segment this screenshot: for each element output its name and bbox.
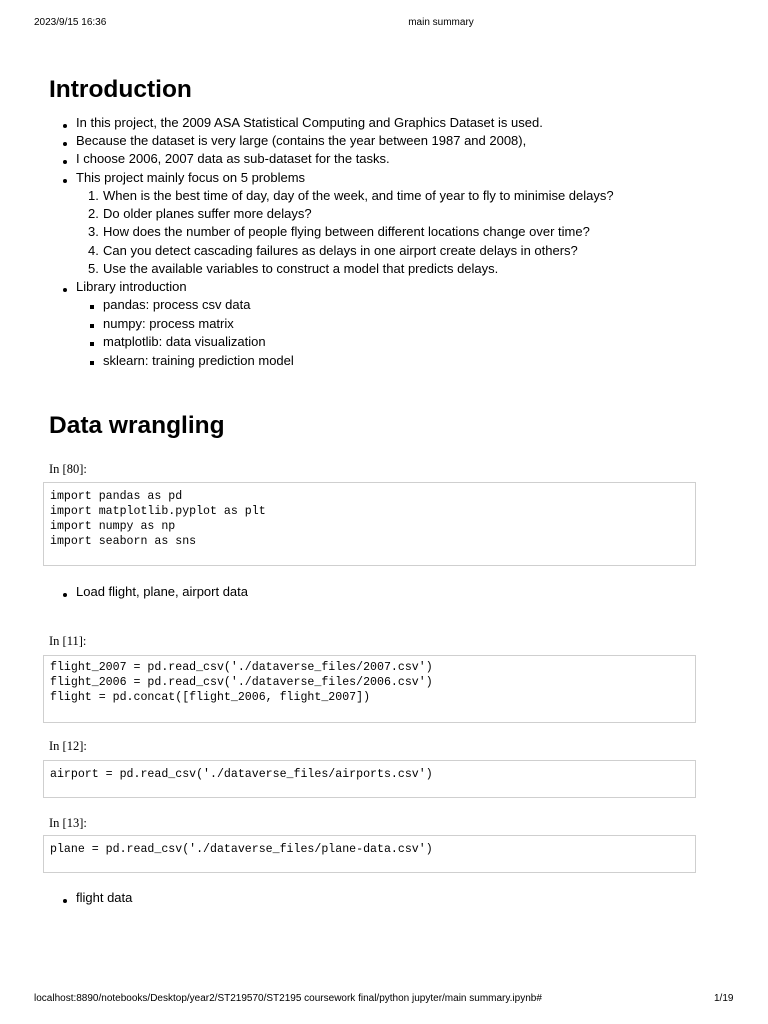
list-item-text: Can you detect cascading failures as delays in one airport create delays in others? <box>103 243 578 258</box>
list-item-text: flight data <box>76 890 133 905</box>
cell-prompt: In [13]: <box>49 816 87 830</box>
code-cell[interactable] <box>43 655 696 723</box>
code-line: import pandas as pd <box>50 490 183 503</box>
bullet-icon <box>63 288 67 292</box>
list-item-text: This project mainly focus on 5 problems <box>76 170 306 185</box>
code-line: airport = pd.read_csv('./dataverse_files/airports.csv') <box>50 768 433 781</box>
cell-prompt: In [12]: <box>49 739 87 753</box>
code-line: flight_2007 = pd.read_csv('./dataverse_files/2007.csv') <box>50 661 433 674</box>
code-line: flight_2006 = pd.read_csv('./dataverse_files/2006.csv') <box>50 676 433 689</box>
square-bullet-icon <box>90 342 94 346</box>
square-bullet-icon <box>90 324 94 328</box>
code-line: import matplotlib.pyplot as plt <box>50 505 266 518</box>
code-cell[interactable] <box>43 482 696 566</box>
bullet-icon <box>63 593 67 597</box>
code-line: plane = pd.read_csv('./dataverse_files/plane-data.csv') <box>50 843 433 856</box>
list-item-text: Load flight, plane, airport data <box>76 584 249 599</box>
list-number: 5. <box>88 261 99 276</box>
bullet-icon <box>63 124 67 128</box>
print-datetime: 2023/9/15 16:36 <box>34 17 107 28</box>
list-number: 1. <box>88 188 99 203</box>
list-number: 2. <box>88 206 99 221</box>
code-line: flight = pd.concat([flight_2006, flight_2007]) <box>50 691 371 704</box>
list-item-text: Because the dataset is very large (contains the year between 1987 and 2008), <box>76 133 527 148</box>
introduction-heading: Introduction <box>49 76 192 103</box>
square-bullet-icon <box>90 361 94 365</box>
bullet-icon <box>63 899 67 903</box>
list-number: 3. <box>88 224 99 239</box>
square-bullet-icon <box>90 305 94 309</box>
data-wrangling-heading: Data wrangling <box>49 412 225 439</box>
list-item-text: sklearn: training prediction model <box>103 353 294 368</box>
print-url: localhost:8890/notebooks/Desktop/year2/ST219570/ST2195 coursework final/python jupyter/main summary.ipynb# <box>34 993 542 1004</box>
list-item-text: How does the number of people flying between different locations change over time? <box>103 224 590 239</box>
list-item-text: matplotlib: data visualization <box>103 334 266 349</box>
code-cell[interactable] <box>43 835 696 873</box>
code-line: import numpy as np <box>50 520 176 533</box>
list-item-text: pandas: process csv data <box>103 297 251 312</box>
print-footer <box>0 993 768 1007</box>
code-line: import seaborn as sns <box>50 535 197 548</box>
cell-prompt: In [80]: <box>49 462 87 476</box>
bullet-icon <box>63 179 67 183</box>
print-header <box>0 17 768 31</box>
print-title: main summary <box>408 17 474 28</box>
list-item-text: In this project, the 2009 ASA Statistical Computing and Graphics Dataset is used. <box>76 115 543 130</box>
cell-prompt: In [11]: <box>49 634 87 648</box>
code-cell[interactable] <box>43 760 696 798</box>
list-item-text: Use the available variables to construct a model that predicts delays. <box>103 261 499 276</box>
bullet-icon <box>63 142 67 146</box>
list-item-text: numpy: process matrix <box>103 316 234 331</box>
list-item-text: I choose 2006, 2007 data as sub-dataset for the tasks. <box>76 151 390 166</box>
list-item-text: When is the best time of day, day of the week, and time of year to fly to minimise delays? <box>103 188 614 203</box>
bullet-icon <box>63 160 67 164</box>
page-number: 1/19 <box>714 993 734 1004</box>
list-number: 4. <box>88 243 99 258</box>
list-item-text: Do older planes suffer more delays? <box>103 206 312 221</box>
list-item-text: Library introduction <box>76 279 187 294</box>
